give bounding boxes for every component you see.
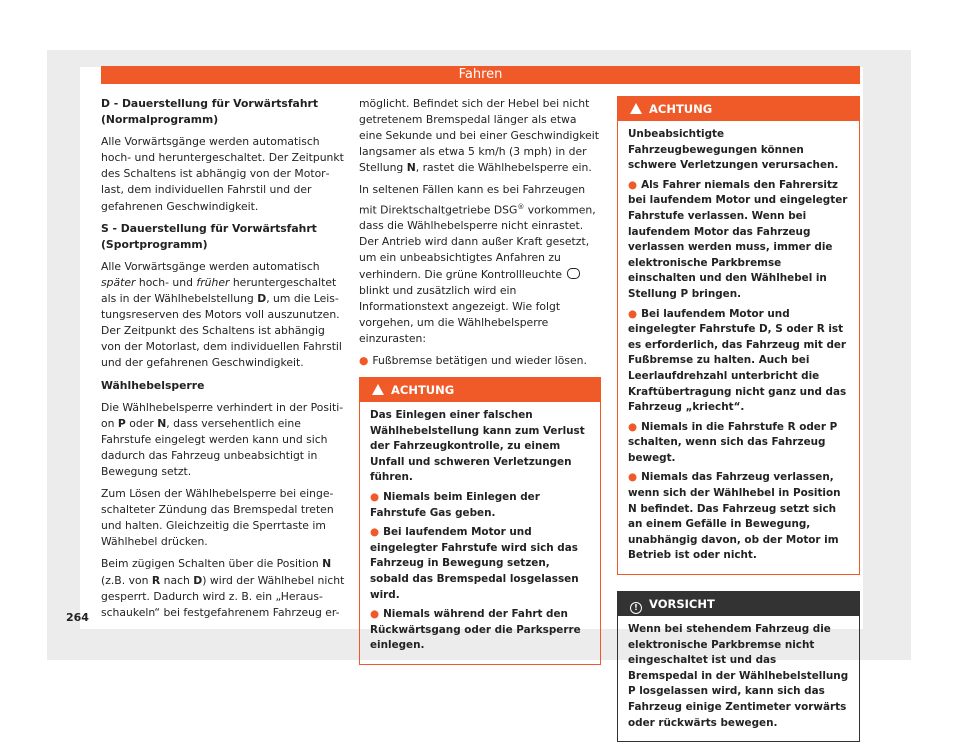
control-lamp-icon: [567, 268, 580, 279]
section-title: Fahren: [458, 67, 503, 82]
bullet-icon: ●: [359, 354, 369, 367]
paragraph-quick-shift: Beim zügigen Schalten über die Position N (z.B. von R nach D) wird der Wählhebel nicht gesperrt. Dadurch wird z. B. ein „Herausschaukeln“ bei festgefahrenem Fahrzeug er-: [101, 557, 345, 619]
heading-sport: S - Dauerstellung für Vorwärtsfahrt (Sportprogramm): [101, 221, 317, 251]
warning-box: [359, 377, 601, 665]
column-left: [101, 96, 347, 627]
paragraph-sport: Alle Vorwärtsgänge werden automatisch später hoch- und früher heruntergeschaltet als in der Wählhebelstellung D, um die Leistungsreserven des Motors voll auszunutzen. Der Zeitpunkt des Schaltens ist abhängig von der Motorlast, dem individuellen Fahrstil und der gefahrenen Geschwindigkeit.: [101, 259, 342, 370]
warning-triangle-icon: [630, 103, 642, 114]
caution-title: ! VORSICHT: [618, 592, 859, 616]
page-number: 264: [66, 611, 89, 624]
warning-item: ● Als Fahrer niemals den Fahrersitz bei laufendem Motor und eingelegter Fahrstufe verlassen. Wenn bei laufendem Motor das Fahrzeug verlassen werden muss, immer die elektronische Parkbremse einschalten und den Wählhebel in Stellung P bringen.: [628, 178, 848, 300]
warning-title: ACHTUNG: [360, 378, 600, 402]
warning-text: Unbeabsichtigte Fahrzeugbewegungen können schwere Verletzungen verursachen.: [628, 128, 839, 172]
info-circle-icon: !: [630, 602, 642, 614]
column-right: [617, 96, 860, 742]
column-middle: [359, 96, 601, 665]
paragraph-release-lock: Zum Lösen der Wählhebelsperre bei eingeschalteter Zündung das Bremspedal treten und halten. Gleichzeitig die Sperrtaste im Wählhebel drücken.: [101, 487, 334, 549]
heading-drive: D - Dauerstellung für Vorwärtsfahrt (Normalprogramm): [101, 97, 319, 127]
warning-item: ● Bei laufendem Motor und eingelegter Fahrstufe D, S oder R ist es erforderlich, das Fahrzeug mit der Fußbremse zu halten. Auch bei Leerlaufdrehzahl unterbricht die Kraftübertragung nicht ganz und das Fahrzeug „kriecht“.: [628, 307, 847, 414]
paragraph-dsg: In seltenen Fällen kann es bei Fahrzeugen mit Direktschaltgetriebe DSG® vorkommen, dass die Wählhebelsperre nicht einrastet. Der Antrieb wird dann außer Kraft gesetzt, um ein unbeabsichtigtes Anfahren zu verhindern. Die grüne Kontrollleuchte blinkt und zusätzlich wird ein Informationstext angezeigt. Wie folgt vorgehen, um die Wählhebelsperre einzurasten:: [359, 183, 596, 345]
paragraph-lock-engage: möglicht. Befindet sich der Hebel bei nicht getretenem Bremspedal länger als etwa eine Sekunde und bei einer Geschwindigkeit langsamer als etwa 5 km/h (3 mph) in der Stellung N, rastet die Wählhebelsperre ein.: [359, 97, 600, 175]
warning-item: ● Niemals das Fahrzeug verlassen, wenn sich der Wählhebel in Position N befindet. Das Fahrzeug setzt sich an einem Gefälle in Bewegung, unabhängig davon, ob der Motor im Betrieb ist oder nicht.: [628, 471, 841, 562]
caution-body: [618, 616, 859, 741]
warning-body: [618, 121, 859, 574]
warning-title: ACHTUNG: [618, 97, 859, 121]
warning-item: ● Bei laufendem Motor und eingelegter Fahrstufe wird sich das Fahrzeug in Bewegung setzen, sobald das Bremspedal losgelassen wird.: [370, 526, 579, 601]
warning-text: Das Einlegen einer falschen Wählhebelstellung kann zum Verlust der Fahrzeugkontrolle, zu einem Unfall und schweren Verletzungen führen.: [370, 409, 585, 484]
warning-item: ● Niemals in die Fahrstufe R oder P schalten, wenn sich das Fahrzeug bewegt.: [628, 420, 838, 464]
warning-item: ● Niemals während der Fahrt den Rückwärtsgang oder die Parksperre einlegen.: [370, 608, 581, 652]
warning-item: ● Niemals beim Einlegen der Fahrstufe Gas geben.: [370, 491, 540, 519]
list-item-brake: ● Fußbremse betätigen und wieder lösen.: [359, 354, 587, 367]
paragraph-drive: Alle Vorwärtsgänge werden automatisch hoch- und heruntergeschaltet. Der Zeitpunkt des Schaltens ist abhängig von der Motorlast, dem individuellen Fahrstil und der gefahrenen Geschwindigkeit.: [101, 135, 344, 213]
warning-body: [360, 402, 600, 664]
heading-selector-lock: Wählhebelsperre: [101, 378, 205, 392]
caution-text: Wenn bei stehendem Fahrzeug die elektronische Parkbremse nicht eingeschaltet ist und das Bremspedal in der Wählhebelstellung P losgelassen wird, kann sich das Fahrzeug einige Zentimeter vorwärts oder rückwärts bewegen.: [628, 623, 849, 729]
warning-box: [617, 96, 860, 575]
warning-triangle-icon: [372, 384, 384, 395]
section-header: [101, 66, 860, 84]
caution-box: [617, 591, 860, 742]
paragraph-selector-lock: Die Wählhebelsperre verhindert in der Position P oder N, dass versehentlich eine Fahrstufe eingelegt werden kann und sich dadurch das Fahrzeug unbeabsichtigt in Bewegung setzt.: [101, 400, 344, 478]
